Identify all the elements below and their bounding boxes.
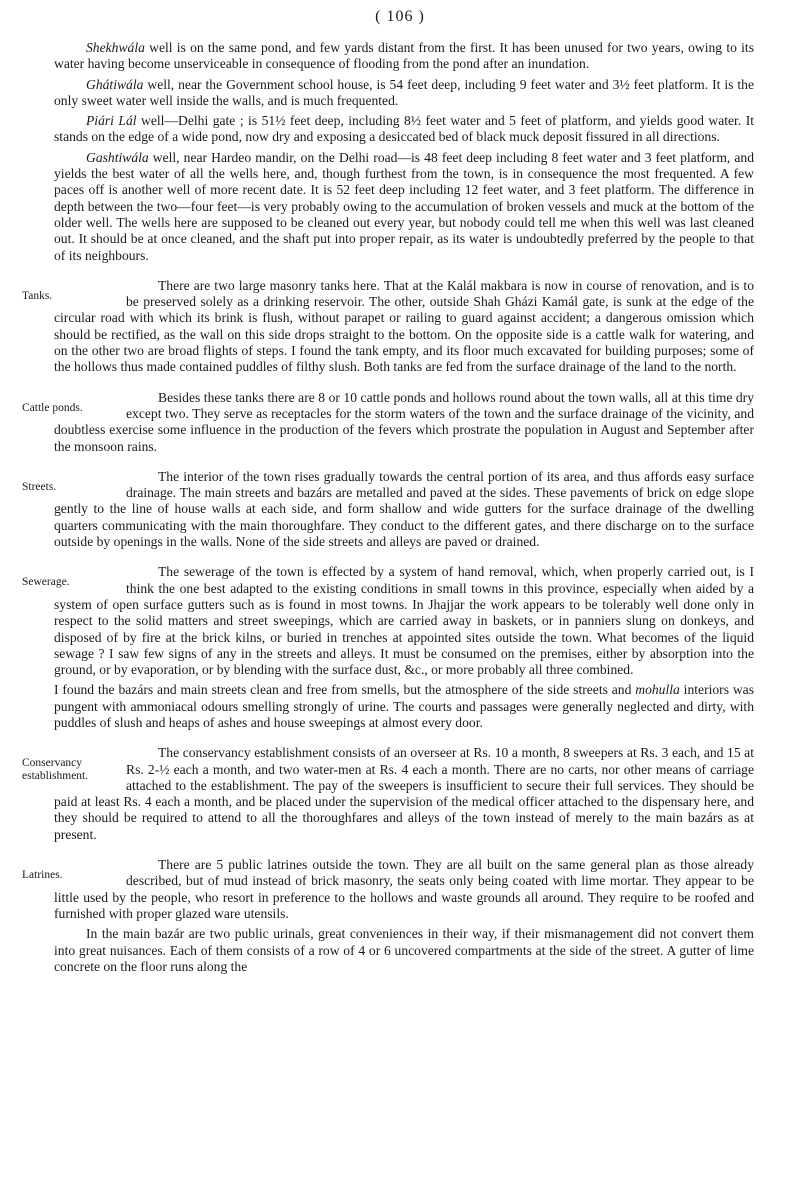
section-tanks (22, 277, 754, 376)
sewerage-text2-post: interiors was pungent with ammoniacal odours smelling strongly of urine. The courts and passages were generally neglected and dirty, with puddles of slush and heaps of ashes and house sweepings at almost every door. (54, 682, 754, 730)
side-heading-conservancy: Conservancy establishment. (22, 757, 89, 783)
latrines-text: There are 5 public latrines outside the town. They are all built on the same general plan as those already described, but of mud instead of brick masonry, the seats only being coated with lime mortar. They appear to be little used by the people, who resort in preference to the hollows and waste grounds all around. They require to be roofed and furnished with proper glazed ware utensils. (54, 857, 754, 921)
side-heading-latrines: Latrines. (22, 869, 63, 882)
section-conservancy (22, 745, 754, 843)
well-name: Piári Lál (86, 113, 137, 129)
paragraph-piari-lal-well: Piári Lál well—Delhi gate ; is 51½ feet deep, including 8½ feet water and 5 feet of platform, and yields good water. It stands on the edge of a wide pond, now dry and exposing a desiccated bed of black muck deposit fissured in all directions. (54, 113, 755, 145)
page-number: ( 106 ) (375, 8, 425, 25)
side-heading-sewerage: Sewerage. (22, 576, 70, 589)
sewerage-text: The sewerage of the town is effected by a system of hand removal, which, when properly carried out, is I think the one best adapted to the existing conditions in small towns in this province, especially when aided by a system of open surface gutters such as is found in most towns. In Jhajjar the work appears to be tolerably well done only in respect to the solid matters and street sweepings, which are carried away in baskets, or in panniers slung on donkeys, and disposed of by fire at the brick kilns, or buried in trenches at appointed sites outside the town. What becomes of the liquid sewage ? I saw few signs of any in the streets and alleys. It must be consumed on the premises, either by absorption into the ground, or by evaporation, or by blending with the surface dust, &c., or more probably all three combined. (54, 564, 754, 678)
section-latrines (22, 857, 754, 922)
cattle-ponds-text: Besides these tanks there are 8 or 10 cattle ponds and hollows round about the town walls, all at this time dry except two. They serve as receptacles for the storm waters of the town and the surface drainage of the vicinity, and doubtless exercise some influence in the production of the fevers which prostrate the population in August and September after the monsoon rains. (54, 389, 754, 454)
well-name: Ghátiwála (86, 76, 144, 92)
streets-text: The interior of the town rises gradually towards the central portion of its area, and thus affords easy surface drainage. The main streets and bazárs are metalled and paved at the sides. These pavements of brick on edge slope gently to the line of house walls at each side, and form shallow and wide gutters for the surface drainage of the dwelling quarters communicating with the main thoroughfare. They conduct to the different gates, and there discharge on to the surface outside by openings in the walls. None of the side streets and alleys are paved or drained. (54, 468, 754, 550)
conservancy-text: The conservancy establishment consists of an overseer at Rs. 10 a month, 8 sweepers at Rs. 3 each, and 15 at Rs. 2-½ each a month, and two water-men at Rs. 4 each a month. There are no carts, nor other means of carriage attached to the establishment. The pay of the sweepers is insufficient to secure their full services. They should be paid at least Rs. 4 each a month, and be placed under the supervision of the medical officer attached to the dispensary here, and they should be required to attend to all the thoroughfares and alleys of the town instead of merely to the main bazárs as at present. (54, 745, 754, 842)
section-streets (22, 468, 754, 550)
well-name: Gashtiwála (86, 149, 149, 165)
section-sewerage (22, 564, 754, 678)
side-heading-streets: Streets. (22, 480, 57, 493)
tanks-text: There are two large masonry tanks here. That at the Kalál makbara is now in course of renovation, and is to be preserved solely as a drinking reservoir. The other, outside Shah Gházi Kamál gate, is sunk at the edge of the circular road with which its brink is flush, without parapet or railing to guard against accident; a dangerous omission which should be rectified, as the wall on this side drops straight to the bottom. On the opposite side is a cattle walk for watering, and on the other two are broad flights of steps. I found the tank empty, and its floor much excavated for building purposes; some of the hollows thus made contained puddles of filthy slush. Both tanks are fed from the surface drainage of the land to the north. (54, 277, 754, 375)
paragraph-gashtiwala-well: Gashtiwála well, near Hardeo mandir, on the Delhi road—is 48 feet deep including 8 feet water and 3 feet platform, and yields the best water of all the wells here, and, though furthest from the town, is in consequence the most frequented. A few paces off is another well of more recent date. It is 52 feet deep including 12 feet water, and 3 feet platform. The difference in depth between the two—four feet—is very probably owing to the accumulation of broken vessels and muck at the bottom of the older well. The wells here are supposed to be cleaned out every year, but nobody could tell me when this well was last cleaned out. It should be at once cleaned, and the shaft put into proper repair, as its water is undoubtedly preferred by the people to that of its neighbours. (54, 149, 754, 263)
latrines-text-continued: In the main bazár are two public urinals, great conveniences in their way, if their mismanagement did not convert them into great nuisances. Each of them consists of a row of 4 or 6 uncovered compartments at the side of the street. A gutter of lime concrete on the floor runs along the (54, 926, 754, 974)
document-body (22, 40, 755, 979)
section-cattle-ponds (22, 389, 754, 455)
sewerage-text2-italic: mohulla (635, 682, 680, 698)
sewerage-text-continued (54, 682, 754, 731)
side-heading-cattle-ponds: Cattle ponds. (22, 401, 83, 414)
sewerage-text2-pre: I found the bazárs and main streets clean and free from smells, but the atmosphere of the side streets and (54, 682, 636, 698)
well-name: Shekhwála (86, 40, 145, 55)
paragraph-shekhwala-well: Shekhwála well is on the same pond, and few yards distant from the first. It has been unused for two years, owing to its water having become unserviceable in consequence of flooding from the pond after an inundation. (54, 40, 754, 72)
side-heading-tanks: Tanks. (22, 289, 53, 302)
paragraph-ghatiwala-well: Ghátiwála well, near the Government school house, is 54 feet deep, including 9 feet water and 3½ feet platform. It is the only sweet water well inside the walls, and is much frequented. (54, 76, 754, 108)
